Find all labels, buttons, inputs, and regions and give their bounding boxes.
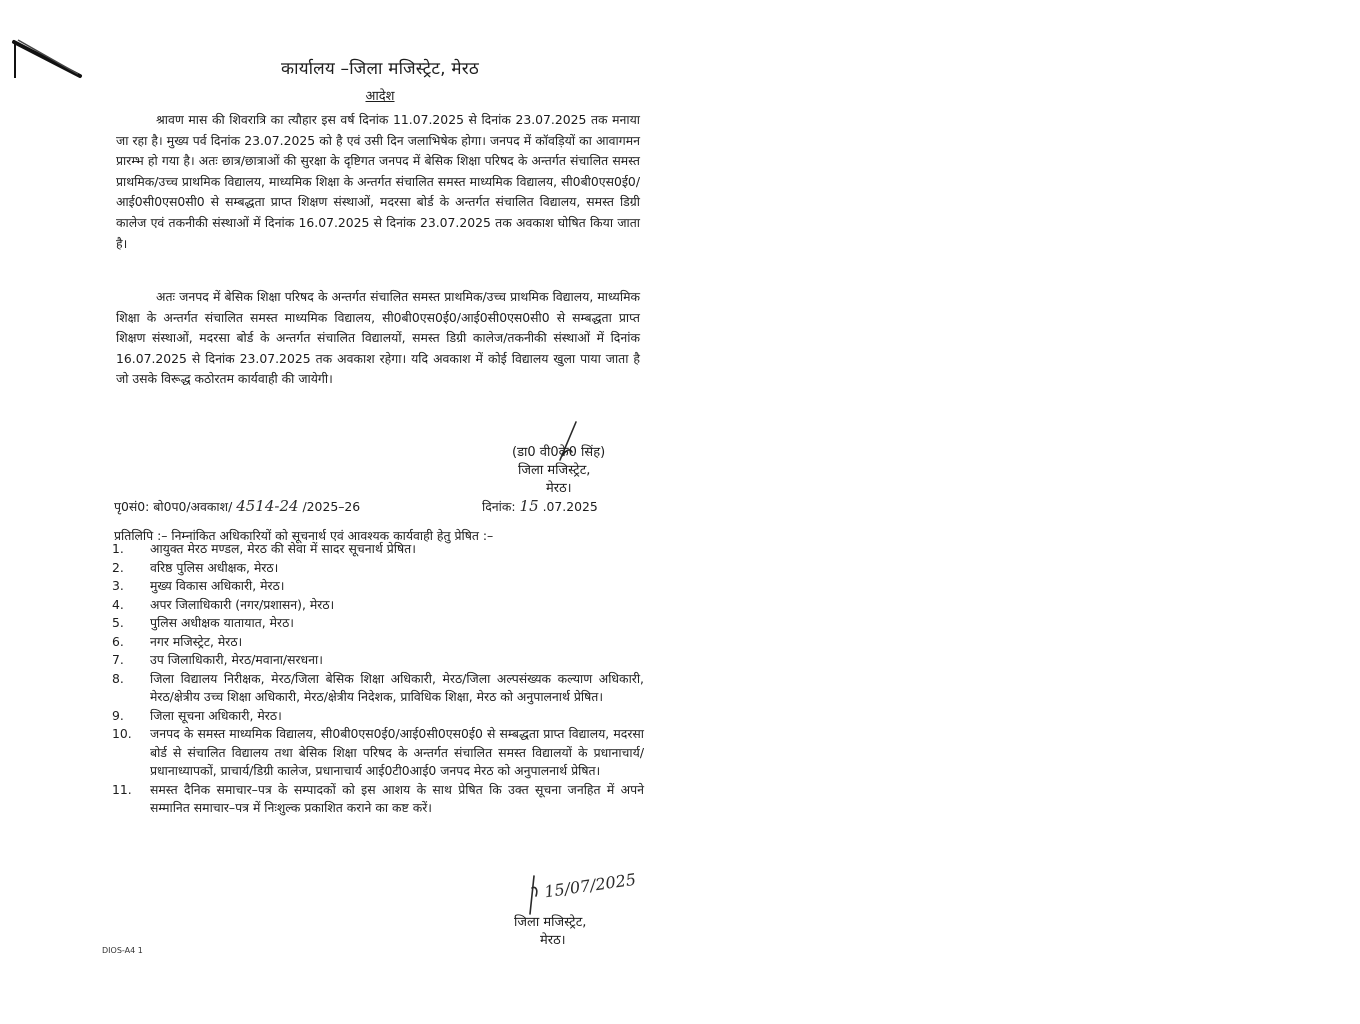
recipient-text: अपर जिलाधिकारी (नगर/प्रशासन), मेरठ। [150, 596, 335, 612]
recipient-number: 3. [112, 578, 124, 593]
recipient-text: नगर मजिस्ट्रेट, मेरठ। [150, 633, 243, 649]
recipient-number: 11. [112, 781, 132, 797]
recipient-text: समस्त दैनिक समाचार–पत्र के सम्पादकों को इस आशय के साथ प्रेषित कि उक्त सूचना जनहित में अपने सम्मानित समाचार–पत्र में निःशुल्क प्रकाशित कराने का कष्ट करें। [150, 781, 644, 815]
reference-date-suffix: .07.2025 [542, 499, 598, 514]
recipient-number: 6. [112, 633, 124, 649]
reference-handwritten-number: 4514-24 [236, 497, 299, 515]
reference-prefix: पृ0सं0: बो0प0/अवकाश/ [114, 499, 233, 514]
recipient-item [112, 707, 644, 726]
recipient-item [112, 725, 644, 781]
reference-suffix: /2025–26 [302, 499, 361, 514]
recipient-number: 7. [112, 652, 124, 667]
recipient-item [112, 596, 644, 615]
recipient-item [112, 559, 644, 578]
recipient-number: 9. [112, 707, 124, 723]
recipient-text: जनपद के समस्त माध्यमिक विद्यालय, सी0बी0एस0ई0/आई0सी0एस0ई0 से सम्बद्धता प्राप्त विद्यालय, मदरसा बोर्ड से संचालित विद्यालय तथा बेसिक शिक्षा परिषद के अन्तर्गत संचालित समस्त विद्यालयों के प्रधानाचार्य/प्रधानाध्यापकों, प्राचार्य/डिग्री कालेज, प्रधानाचार्य आई0टी0आई0 जनपद मेरठ को अनुपालनार्थ प्रेषित। [150, 726, 644, 778]
recipient-text: उप जिलाधिकारी, मेरठ/मवाना/सरधना। [150, 652, 323, 667]
recipient-item [112, 614, 644, 633]
recipient-item [112, 633, 644, 652]
recipient-number: 5. [112, 615, 124, 630]
copy-to-line: प्रतिलिपि :– निम्नांकित अधिकारियों को सूचनार्थ एवं आवश्यक कार्यवाही हेतु प्रेषित :– [114, 528, 494, 543]
order-title: आदेश [365, 89, 395, 104]
final-signatory-designation: जिला मजिस्ट्रेट, [514, 915, 587, 930]
order-paragraph-2: अतः जनपद में बेसिक शिक्षा परिषद के अन्तर्गत संचालित समस्त प्राथमिक/उच्च प्राथमिक विद्यालय, माध्यमिक शिक्षा के अन्तर्गत संचालित समस्त माध्यमिक विद्यालय, सी0बी0एस0ई0/आई0सी0एस0सी0 से सम्बद्धता प्राप्त शिक्षण संस्थाओं, मदरसा बोर्ड के अन्तर्गत संचालित विद्यालयों, समस्त डिग्री कालेज/तकनीकी संस्थाओं में दिनांक 16.07.2025 से दिनांक 23.07.2025 तक अवकाश रहेगा। यदि अवकाश में कोई विद्यालय खुला पाया जाता है जो उसके विरूद्ध कठोरतम कार्यवाही की जायेगी। [116, 289, 640, 387]
recipient-text: पुलिस अधीक्षक यातायात, मेरठ। [150, 615, 294, 630]
recipient-text: मुख्य विकास अधिकारी, मेरठ। [150, 578, 285, 593]
recipient-number: 10. [112, 726, 132, 741]
signatory-block [512, 444, 642, 498]
order-paragraph-1: श्रावण मास की शिवरात्रि का त्यौहार इस वर्ष दिनांक 11.07.2025 से दिनांक 23.07.2025 तक मनाया जा रहा है। मुख्य पर्व दिनांक 23.07.2025 को है एवं उसी दिन जलाभिषेक होगा। जनपद में कॉवड़ियों का आवागमन प्रारम्भ हो गया है। अतः छात्र/छात्राओं की सुरक्षा के दृष्टिगत जनपद में बेसिक शिक्षा परिषद के अन्तर्गत संचालित समस्त प्राथमिक/उच्च प्राथमिक विद्यालय, माध्यमिक शिक्षा के अन्तर्गत संचालित समस्त माध्यमिक विद्यालय, सी0बी0एस0ई0/आई0सी0एस0सी0 से सम्बद्धता प्राप्त शिक्षण संस्थाओं, मदरसा बोर्ड के अन्तर्गत संचालित विद्यालय, समस्त डिग्री कालेज एवं तकनीकी संस्थाओं में दिनांक 16.07.2025 से दिनांक 23.07.2025 तक अवकाश घोषित किया जाता है। [116, 112, 640, 251]
recipient-number: 4. [112, 596, 124, 612]
recipient-text: वरिष्ठ पुलिस अधीक्षक, मेरठ। [150, 559, 279, 575]
reference-handwritten-day: 15 [519, 497, 539, 515]
final-handwritten-date: 15/07/2025 [543, 869, 638, 902]
recipient-number: 1. [112, 541, 124, 556]
recipient-item [112, 540, 644, 559]
recipient-text: जिला विद्यालय निरीक्षक, मेरठ/जिला बेसिक शिक्षा अधिकारी, मेरठ/जिला अल्पसंख्यक कल्याण अधिकारी, मेरठ/क्षेत्रीय उच्च शिक्षा अधिकारी, मेरठ/क्षेत्रीय निदेशक, प्राविधिक शिक्षा, मेरठ को अनुपालनार्थ प्रेषित। [150, 670, 644, 704]
office-heading: कार्यालय –जिला मजिस्ट्रेट, मेरठ [281, 59, 479, 79]
signatory-name: (डा0 वी0के0 सिंह) [512, 445, 606, 460]
signatory-place: मेरठ। [546, 481, 572, 496]
signatory-designation: जिला मजिस्ट्रेट, [518, 463, 591, 478]
recipient-text: जिला सूचना अधिकारी, मेरठ। [150, 707, 282, 723]
recipient-number: 2. [112, 559, 124, 575]
recipient-number: 8. [112, 670, 124, 686]
footer-code: DIOS-A4 1 [102, 946, 143, 955]
reference-date-label: दिनांक: [482, 499, 516, 514]
recipient-item [112, 781, 644, 818]
recipient-item [112, 670, 644, 707]
recipient-text: आयुक्त मेरठ मण्डल, मेरठ की सेवा में सादर सूचनार्थ प्रेषित। [150, 541, 416, 556]
final-signatory-place: मेरठ। [540, 933, 566, 948]
recipient-list [112, 540, 644, 818]
recipient-item [112, 651, 644, 670]
final-signatory-block [514, 914, 654, 950]
recipient-item [112, 577, 644, 596]
